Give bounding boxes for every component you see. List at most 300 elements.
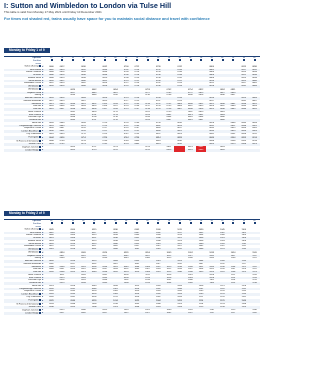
departure-time: 0947 [132,232,143,235]
departure-time: 0933 [49,302,54,305]
interchange-icon [39,228,41,230]
departure-time: 0643 [57,125,68,128]
departure-time: 0748 [123,139,129,142]
departure-time: 0612 [59,65,65,68]
departure-time: 0909 [249,130,260,133]
departure-time: 0921 [67,266,78,269]
departure-time: 0819 [241,71,247,74]
departure-time: 0859 [46,260,57,263]
departure-time: 1013 [134,284,140,287]
departure-time: 0813 [185,114,196,117]
departure-time: 1113 [228,277,239,280]
departure-time: 0955 [132,243,143,246]
departure-time: 0955 [102,308,108,311]
departure-time: 1125 [230,308,236,311]
departure-time: 1129 [217,299,228,302]
departure-time: 0846 [220,116,225,119]
departure-time: 0622 [57,80,68,83]
departure-time: 0835 [209,127,214,130]
departure-time: 1027 [142,312,153,315]
departure-time: 0746 [145,116,150,119]
departure-time: 0648 [99,74,110,77]
national-rail-icon [39,140,41,142]
departure-time: 1021 [174,237,185,240]
departure-time: 1128 [249,277,260,280]
arrive-depart-marker: d [42,99,44,102]
facility-icon [200,222,202,224]
departure-time: 0632 [78,69,89,72]
departure-time: 0813 [174,125,185,128]
facility-icon [104,59,106,61]
departure-time: 0616 [59,71,65,74]
departure-time: 0940 [110,243,121,246]
facility-icon [125,222,127,224]
departure-time: 1101 [196,288,207,291]
arrive-depart-marker: d [42,119,46,122]
departure-time: 0802 [206,69,217,72]
station-name-text: Morden South [27,239,42,242]
departure-time: 0728 [123,121,129,124]
operator-code: TL [71,219,75,222]
departure-time [78,149,89,152]
departure-time: 1054 [230,251,236,254]
departure-time: 1100 [230,257,236,260]
departure-time: 0843 [217,114,228,117]
departure-time: 0904 [70,234,76,237]
station-name-text: St Helier [33,74,42,77]
facility-icon [222,222,224,224]
timetable-section-2 [4,201,260,315]
operator-code: TL [135,56,139,59]
facility-icon [179,59,181,61]
departure-time: 1026 [134,296,140,299]
departure-time: 0700 [123,65,129,68]
station-name-text: Haydons Road [27,91,42,94]
arrive-depart-marker: d [42,282,46,285]
departure-time: 0649 [67,119,78,122]
departure-time: 1114 [238,260,249,263]
departure-time: 1053 [206,271,217,274]
departure-time: 0855 [46,243,57,246]
departure-time: 0809 [153,130,164,133]
national-rail-icon [39,293,41,295]
departure-time: 0758 [155,121,161,124]
operator-code: TL [103,219,107,222]
departure-time: 0808 [185,108,196,111]
departure-time: 0857 [57,255,68,258]
station-name-text: East Dulwich [29,113,42,116]
departure-time [249,149,260,152]
departure-time: 0716 [134,71,140,74]
departure-time: 0844 [230,105,236,108]
departure-time: 0921 [89,237,100,240]
departure-time: 0959 [89,299,100,302]
departure-time: 0759 [166,110,172,113]
arrive-depart-marker: a [42,139,44,142]
station-name-text: Wimbledon [28,248,39,251]
operator-code: TL [253,219,256,222]
departure-time: 1034 [164,282,175,285]
departure-time: 1024 [155,268,161,271]
arrive-depart-marker: d [42,257,44,260]
departure-time: 0817 [209,99,214,102]
departure-time: 0842 [252,82,257,85]
departure-time: 0926 [49,296,54,299]
departure-time: 0734 [155,71,161,74]
departure-time: 0742 [155,82,161,85]
departure-time: 0930 [102,257,108,260]
departure-time: 1038 [132,306,143,309]
departure-time: 0753 [145,145,150,148]
departure-time: 1002 [153,232,164,235]
departure-time: 1102 [238,232,249,235]
departure-time: 1015 [177,228,182,231]
departure-time: 0934 [99,266,110,269]
departure-time: 0642 [81,82,86,85]
departure-time: 0804 [166,116,172,119]
departure-time: 1107 [230,268,236,271]
departure-time: 0905 [252,127,257,130]
departure-time: 0913 [228,143,239,146]
national-rail-icon [39,309,41,311]
facility-icon [51,59,53,61]
departure-time: 1040 [166,308,172,311]
departure-time: 0753 [134,133,140,136]
departure-time: 0718 [81,139,86,142]
departure-time: 0742 [177,65,182,68]
departure-time: 0717 [102,127,108,130]
departure-time: 0927 [91,245,97,248]
timetable-section-1 [4,38,260,152]
arrive-depart-marker: d [42,251,44,254]
departure-time: 1025 [153,271,164,274]
departure-time: 0944 [67,299,78,302]
arrive-depart-marker: a [42,296,44,299]
departure-time: 0637 [57,108,68,111]
arrive-depart-marker: d [42,121,44,124]
departure-time: 0804 [209,71,214,74]
departure-time: 0914 [67,260,78,263]
departure-time: 1109 [196,293,207,296]
departure-time [174,312,185,315]
departure-time: 0746 [153,85,164,88]
departure-time: 1106 [238,237,249,240]
operator-code: TL [124,219,128,222]
departure-time: 0825 [185,149,196,152]
departure-time: 0924 [102,251,108,254]
departure-time: 0725 [121,108,132,111]
departure-time: 1050 [177,290,182,293]
operator-code: TL [156,219,160,222]
departure-time: 0916 [59,279,65,282]
departure-time: 0606 [46,74,57,77]
departure-time: 0647 [81,99,86,102]
departure-time: 0624 [59,82,65,85]
departure-time: 1039 [177,268,182,271]
departure-time: 1038 [198,239,204,242]
departure-time: 0712 [123,82,129,85]
departure-time: 0911 [59,273,65,276]
departure-time: 1117 [241,262,246,265]
departure-time: 0831 [196,114,207,117]
departure-time: 0839 [241,105,247,108]
departure-time: 1144 [238,299,249,302]
departure-time: 0919 [78,266,89,269]
departure-time: 0859 [228,130,239,133]
departure-time: 1023 [177,239,182,242]
departure-time: 0741 [123,133,129,136]
departure-time: 0807 [164,119,175,122]
departure-time: 0708 [110,108,121,111]
departure-time: 0851 [46,237,57,240]
arrive-depart-marker: d [42,290,44,293]
station-name-text: Mitcham Junction [24,260,42,263]
departure-time: 1055 [217,243,228,246]
operator-code: TL [189,56,192,59]
departure-time: 1043 [177,284,182,287]
departure-time: 0658 [99,85,110,88]
departure-time: 0838 [252,76,257,79]
departure-time: 0857 [49,245,54,248]
departure-time: 0752 [164,103,175,106]
validity-text: This table is valid from Monday 17 May 2021 until Friday 10 December 2021 [4,9,102,14]
station-name-text: Kentish Town [28,305,42,308]
departure-time: 0704 [91,116,97,119]
departure-time: 0711 [113,110,118,113]
operator-code: TL [146,219,149,222]
departure-time: 0738 [142,108,153,111]
facility-icon [232,59,234,61]
arrive-depart-marker: a [42,302,44,305]
departure-time: 0912 [70,245,76,248]
departure-time: 0851 [228,125,239,128]
arrive-depart-marker: a [42,293,46,296]
departure-time: 0648 [49,139,54,142]
departure-time: 1119 [249,266,260,269]
departure-time: 0654 [113,88,118,91]
departure-time: 0854 [252,105,257,108]
arrive-depart-marker: d [42,110,44,113]
departure-time: 0951 [110,266,121,269]
departure-time: 0701 [89,114,100,117]
departure-time: 1141 [241,296,246,299]
facility-icon [136,59,138,61]
facility-icon [72,222,74,224]
departure-time: 0725 [110,149,121,152]
departure-time: 0825 [198,105,204,108]
departure-time: 0847 [46,232,57,235]
departure-time: 0941 [70,296,76,299]
departure-time: 0612 [49,82,54,85]
arrive-depart-marker: a [42,248,46,251]
departure-time: 0801 [164,114,175,117]
departure-time: 0745 [164,92,175,95]
departure-time: 0937 [102,268,108,271]
departure-time: 1012 [155,245,161,248]
operator-code: TL [167,219,171,222]
departure-time: 0656 [57,136,68,139]
station-name [4,312,42,315]
interchange-icon [39,248,41,250]
departure-time: 0847 [252,99,257,102]
departure-time: 0634 [67,103,78,106]
departure-time: 1036 [174,266,185,269]
departure-time: 0845 [49,228,54,231]
departure-time: 0736 [153,74,164,77]
station-name-text: Sutton Common [26,71,42,74]
departure-time: 0756 [132,136,143,139]
departure-time: 1053 [153,306,164,309]
departure-time: 1012 [164,255,175,258]
facility-icon [136,222,138,224]
departure-time: 0800 [188,94,193,97]
arrive-depart-marker: d [42,71,44,74]
arrive-depart-marker: d [42,237,46,240]
departure-time: 1025 [145,308,150,311]
departure-time: 1056 [209,273,214,276]
departure-time: 1014 [110,299,121,302]
departure-time: 0617 [49,99,54,102]
departure-time: 0816 [188,116,193,119]
section-heading: Monday to Friday 2 of 9 [4,211,50,216]
arrive-depart-marker: a [42,133,44,136]
departure-time: 0755 [142,149,153,152]
departure-time: 0729 [134,99,140,102]
operator-code: TL [124,56,128,59]
departure-time: 0654 [102,82,108,85]
departure-time: 0644 [46,136,57,139]
departure-time: 0824 [209,105,214,108]
station-row [4,312,260,315]
departure-time: 0653 [59,133,65,136]
departure-time: 0811 [156,133,161,136]
station-name-text: London Bridge [25,312,39,315]
arrive-depart-marker: d [42,266,46,269]
departure-time: 0639 [46,130,57,133]
departure-time: 1116 [217,288,228,291]
departure-time: 1038 [185,271,196,274]
departure-time: 1055 [188,308,193,311]
departure-time: 1044 [153,299,164,302]
departure-time: 1042 [206,255,217,258]
departure-time: 1104 [206,282,217,285]
departure-time: 0938 [99,271,110,274]
departure-time: 1040 [174,271,185,274]
arrive-depart-marker: a [42,105,44,108]
departure-time: 0845 [228,108,239,111]
operator-code: TL [242,56,246,59]
departure-time: 1115 [252,257,257,260]
departure-time: 1044 [196,260,207,263]
station-name-text: Wimbledon Chase [24,82,42,85]
departure-time [174,149,185,152]
station-name-text: Wimbledon [28,251,39,254]
departure-time: 0910 [67,243,78,246]
station-name-text: Denmark Hill [29,282,42,285]
departure-time: 0855 [217,149,228,152]
departure-time: 1034 [198,234,204,237]
operator-code: TL [50,219,53,222]
departure-time: 1049 [220,234,225,237]
departure-time: 0716 [113,116,118,119]
operator-code: TL [135,219,139,222]
departure-time: 0954 [113,268,118,271]
departure-time: 0938 [113,239,118,242]
station-name-text: Streatham [31,265,42,268]
departure-time: 0836 [249,74,260,77]
departure-time: 0942 [78,312,89,315]
departure-time: 0953 [121,271,132,274]
departure-time: 0906 [67,237,78,240]
station-name-text: Peckham Rye [28,279,42,282]
station-name-text: Tooting [34,257,42,260]
departure-time: 0814 [153,136,164,139]
departure-time: 0826 [174,136,185,139]
departure-time: 1041 [188,273,193,276]
arrive-depart-marker: d [42,288,46,291]
departure-time: 0907 [59,268,65,271]
departure-time: 0630 [81,65,86,68]
facility-icon [61,59,63,61]
departure-time: 0901 [46,248,57,251]
facility-icon [211,222,213,224]
departure-time: 0904 [228,136,239,139]
departure-time: 0701 [78,125,89,128]
facility-icon [254,59,256,61]
departure-time: 0821 [206,103,217,106]
departure-time: 0924 [70,268,76,271]
departure-time: 1128 [241,284,246,287]
departure-time: 1126 [220,296,225,299]
arrive-depart-marker: d [42,243,46,246]
departure-time: 0717 [123,99,129,102]
departure-time: 1025 [174,243,185,246]
departure-time: 0618 [57,74,68,77]
departure-time: 0858 [252,121,257,124]
operator-code: TL [60,219,64,222]
departure-time: 0710 [102,121,108,124]
station-name-text: London Blackfriars [21,293,39,296]
departure-time: 1033 [134,302,140,305]
departure-time: 0805 [132,143,143,146]
departure-time: 0713 [99,125,110,128]
departure-time: 0752 [174,80,185,83]
departure-time: 0849 [217,119,228,122]
departure-time: 1051 [217,237,228,240]
departure-time: 1101 [209,279,214,282]
departure-time: 0730 [145,94,150,97]
operator-code: TL [92,56,96,59]
national-rail-icon [39,146,41,148]
departure-time: 1027 [185,255,196,258]
departure-time [228,149,239,152]
operator-code: TL [242,219,246,222]
departure-time: 0956 [91,296,97,299]
departure-time: 1017 [155,262,161,265]
station-name-text: Tooting [34,94,42,97]
departure-time: 1142 [249,312,260,315]
departure-time: 0744 [121,136,132,139]
station-name-text: Mitcham Eastfields [23,99,42,102]
departure-time: 0720 [134,76,140,79]
arrive-depart-marker: d [42,255,46,258]
facility-icon [190,59,192,61]
arrive-depart-marker: d [42,65,44,68]
departure-time: 0747 [155,99,161,102]
departure-time: 0709 [78,130,89,133]
departure-time: 1123 [196,306,207,309]
departure-time [153,149,164,152]
